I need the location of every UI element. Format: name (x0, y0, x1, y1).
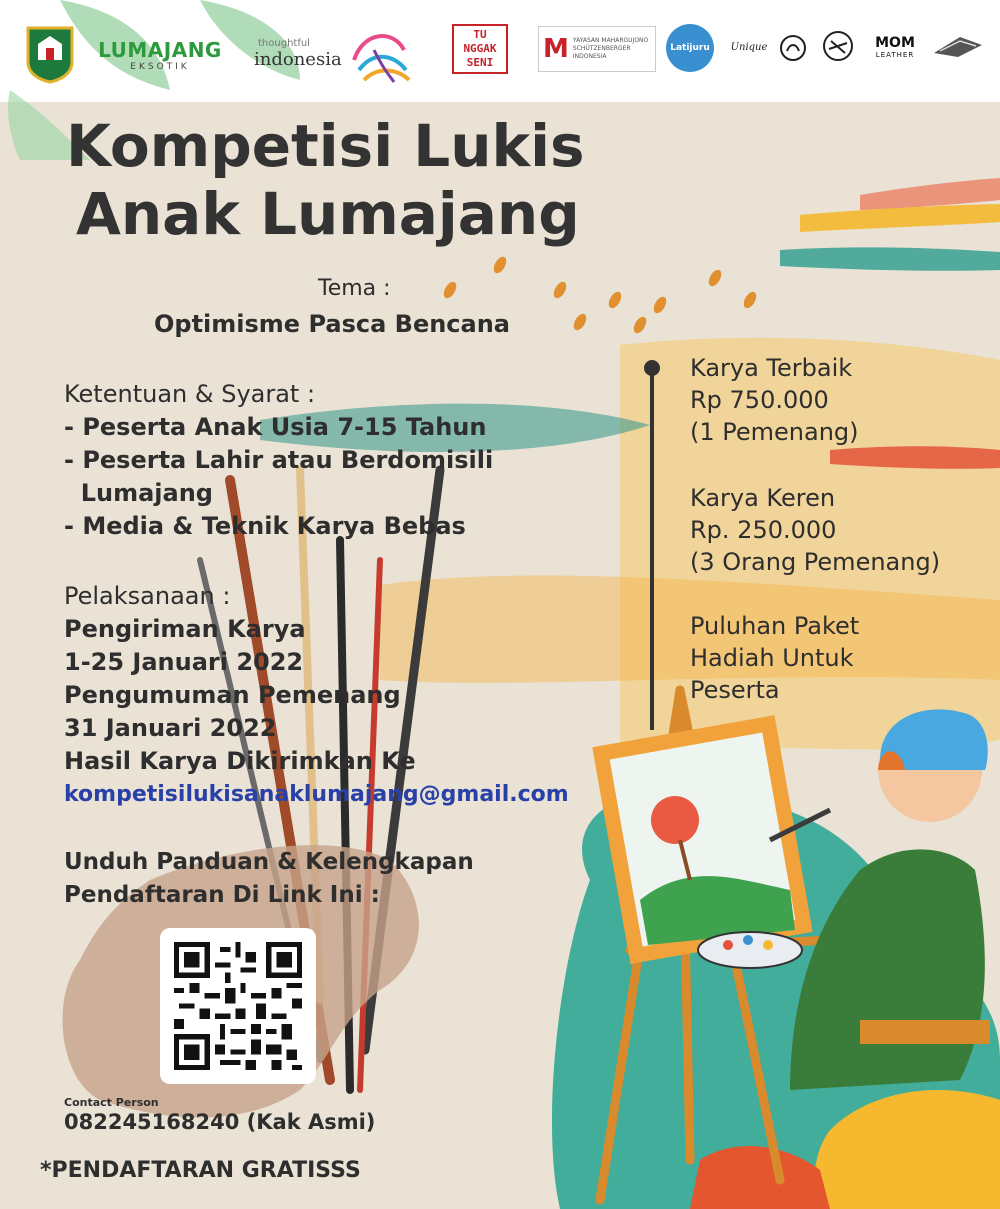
gallery-logo-icon (776, 28, 810, 68)
prize-winners: Peserta (690, 676, 780, 704)
execution-section (64, 580, 624, 811)
indonesia-logo-main: indonesia (254, 49, 342, 70)
send-label: Hasil Karya Dikirimkan Ke (64, 747, 416, 775)
latijuru-logo (666, 24, 714, 72)
yayasan-logo (538, 26, 656, 72)
yayasan-logo-text: YAYASAN MAHARGUJONO SCHÜTZENBERGER INDONESIA (572, 37, 649, 60)
tunggak-logo-line: SENI (466, 56, 494, 69)
download-line-2: Pendaftaran Di Link Ini : (64, 882, 380, 908)
prize-name: Karya Terbaik (690, 354, 853, 382)
contact-label: Contact Person (64, 1096, 159, 1109)
email-link[interactable]: kompetisilukisanaklumajang@gmail.com (64, 782, 569, 807)
prize-winners: (3 Orang Pemenang) (690, 548, 941, 576)
theme-value: Optimisme Pasca Bencana (154, 310, 511, 338)
prize-name: Puluhan Paket (690, 612, 860, 640)
requirement-item: Lumajang (64, 479, 213, 507)
wonderful-indonesia-logo (254, 24, 414, 84)
free-registration-note: *PENDAFTARAN GRATISSS (40, 1158, 361, 1183)
wood-craft-logo-icon (928, 28, 988, 64)
prize-name: Karya Keren (690, 484, 836, 512)
lumajang-logo-text: LUMAJANG (98, 38, 222, 62)
unique-logo-text: Unique (730, 41, 768, 53)
prize-winners: (1 Pemenang) (690, 418, 859, 446)
tunggak-logo-line: TU (473, 28, 487, 41)
contact-phone[interactable]: 082245168240 (Kak Asmi) (64, 1110, 376, 1134)
title-line-1: Kompetisi Lukis (66, 112, 585, 180)
requirement-item: - Peserta Anak Usia 7-15 Tahun (64, 413, 487, 441)
submission-date: 1-25 Januari 2022 (64, 648, 304, 676)
eksotik-logo-text: EKSOTIK (130, 62, 190, 72)
submission-label: Pengiriman Karya (64, 615, 306, 643)
requirement-item: - Peserta Lahir atau Berdomisili (64, 446, 494, 474)
prize-amount: Rp 750.000 (690, 386, 829, 414)
unique-logo (728, 36, 770, 58)
prize-participants (690, 610, 859, 706)
leather-logo-text: LEATHER (875, 51, 915, 59)
qr-code-icon (174, 942, 302, 1070)
tunggak-logo-line: NGGAK (463, 42, 497, 55)
announcement-label: Pengumuman Pemenang (64, 681, 401, 709)
prize-timeline-line (650, 365, 654, 730)
prize-first (690, 352, 859, 448)
registration-qr-code[interactable] (160, 928, 316, 1084)
title-line-2: Anak Lumajang (76, 180, 580, 248)
announcement-date: 31 Januari 2022 (64, 714, 277, 742)
theme-label: Tema : (318, 276, 391, 301)
requirement-item: - Media & Teknik Karya Bebas (64, 512, 466, 540)
download-line-1: Unduh Panduan & Kelengkapan (64, 849, 474, 875)
prize-amount: Hadiah Untuk (690, 644, 854, 672)
latijuru-logo-text: Latijuru (670, 43, 710, 53)
mom-leather-logo (868, 30, 922, 64)
mom-logo-text: MOM (875, 35, 915, 51)
prize-second (690, 482, 940, 578)
indonesia-logo-small: thoughtful (258, 38, 310, 49)
tunggak-seni-logo (452, 24, 508, 74)
requirements-heading: Ketentuan & Syarat : (64, 380, 316, 408)
lumajang-crest-logo (24, 24, 76, 84)
prize-amount: Rp. 250.000 (690, 516, 837, 544)
execution-heading: Pelaksanaan : (64, 582, 231, 610)
download-instructions (64, 846, 544, 912)
page-title (66, 112, 686, 248)
yayasan-m-icon: M (543, 34, 569, 64)
lumajang-eksotik-logo (90, 30, 230, 80)
brand-logo-icon (818, 26, 858, 66)
requirements-section (64, 378, 624, 543)
